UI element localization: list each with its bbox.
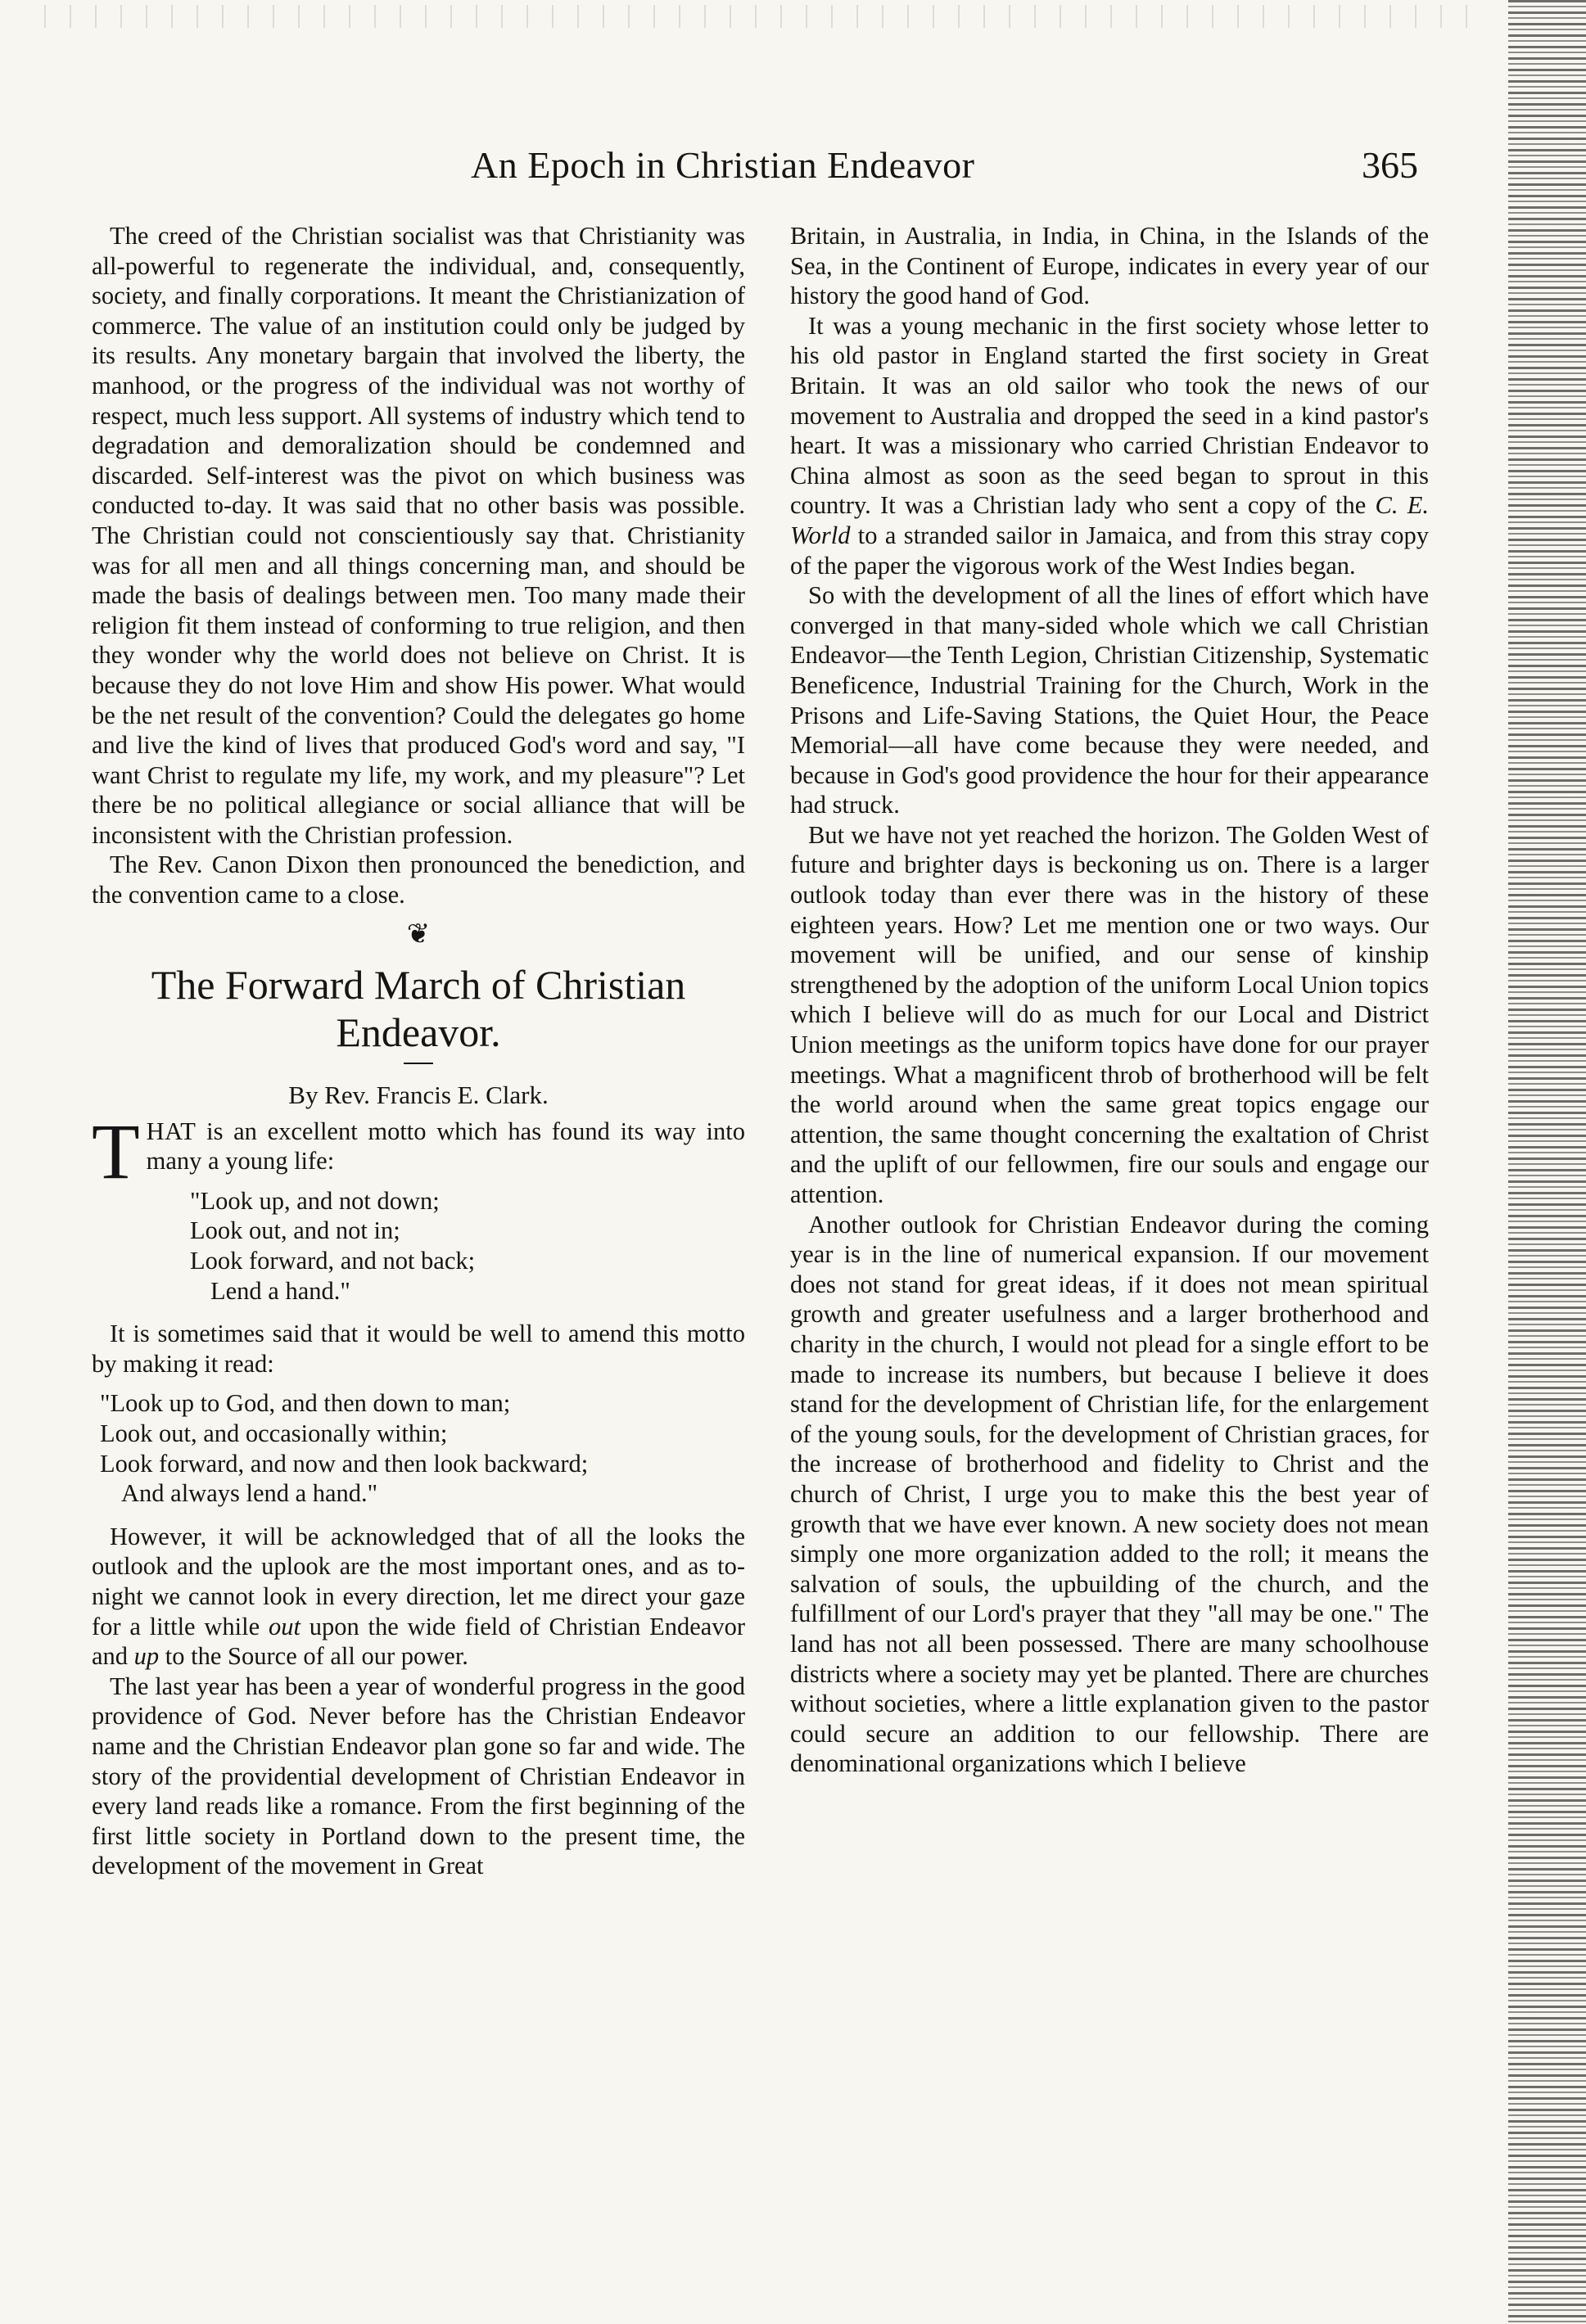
intro-caps: HAT — [146, 1117, 197, 1145]
paragraph — [92, 1522, 745, 1672]
paragraph: So with the development of all the lines of effort which have converged in that many-sided whole which we call Christian Endeavor—the Tenth Legion, Christian Citizenship, Systematic Beneficence, Industrial Training for the Church, Work in the Prisons and Life-Saving Stations, the Quiet Hour, the Peace Memorial—all have come because they were needed, and because in God's good providence the hour for their appearance had struck. — [790, 581, 1429, 819]
running-title: An Epoch in Christian Endeavor — [471, 144, 975, 186]
text-run: However, it will be acknowledged that of all the looks the outlook and the uplook are the most important ones, and as to-night we cannot look in every direction, let me direct your gaze for a little while — [92, 1522, 745, 1640]
paragraph: But we have not yet reached the horizon. The Golden West of future and brighter days is beckoning us on. There is a larger outlook today than ever there was in the history of these eighteen years. How? Let me mention one or two ways. Our movement will be unified, and our sense of kinship strengthened by the adoption of the uniform Local Union topics which I believe will do as much for our Local and District Union meetings as the uniform topics have done for our prayer meetings. What a magnificent throb of brotherhood will be felt the world around when the same great topics engage our attention, the same thought concerning the exaltation of Christ and the uplift of our fellowmen, fire our souls and engage our attention. — [790, 820, 1429, 1208]
drop-cap: T — [92, 1107, 140, 1195]
intro-paragraph — [92, 1107, 745, 1195]
left-column — [92, 221, 745, 1881]
article-title: The Forward March of Christian Endeavor. — [151, 961, 686, 1055]
poem-line: Look forward, and not back; — [190, 1247, 476, 1275]
text-run: to a stranded sailor in Jamaica, and from this stray copy of the paper the vigorous work of the West Indies began. — [790, 521, 1429, 580]
paragraph: The last year has been a year of wonderful progress in the good providence of God. Never before has the Christian Endeavor name and the Christian Endeavor plan gone so far and wide. The story of the providential development of Christian Endeavor in every land reads like a romance. From the first beginning of the first little society in Portland down to the present time, the development of the movement in Great — [92, 1672, 745, 1880]
emphasis: C. E. World — [790, 491, 1429, 549]
emphasis: up — [133, 1642, 160, 1671]
page-header — [0, 143, 1457, 209]
poem-line: "Look up, and not down; — [190, 1186, 440, 1215]
poem-line: Look out, and occasionally within; — [100, 1419, 448, 1447]
text-run: It was a young mechanic in the first society whose letter to his old pastor in England started the first society in Great Britain. It was an old sailor who took the news of our movement to Australia and dropped the seed in a kind pastor's heart. It was a missionary who carried Christian Endeavor to China almost as soon as the seed began to sprout in this country. It was a Christian lady who sent a copy of the — [790, 311, 1429, 520]
scan-noise-top — [33, 5, 1490, 28]
text-run: to the Source of all our power. — [159, 1642, 468, 1671]
page-binding-edge — [1508, 0, 1586, 2324]
paragraph: It is sometimes said that it would be well to amend this motto by making it read: — [92, 1320, 745, 1378]
page-number: 365 — [1362, 144, 1418, 186]
ornament-icon: ❦ — [406, 918, 431, 950]
poem-line: Lend a hand." — [210, 1276, 350, 1305]
paragraph — [790, 311, 1429, 580]
poem-line: Look out, and not in; — [190, 1216, 400, 1245]
paragraph: Britain, in Australia, in India, in China, in the Islands of the Sea, in the Continent of Europe, indicates in every year of our history the good hand of God. — [790, 222, 1429, 310]
paragraph: The Rev. Canon Dixon then pronounced the benediction, and the convention came to a close. — [92, 851, 745, 909]
motto-poem — [92, 1186, 745, 1306]
byline: By Rev. Francis E. Clark. — [288, 1080, 549, 1109]
poem-line: And always lend a hand." — [121, 1479, 378, 1508]
intro-text: is an excellent motto which has found its way into many a young life: — [146, 1117, 745, 1176]
title-divider — [404, 1063, 433, 1064]
paragraph: Another outlook for Christian Endeavor during the coming year is in the line of numerical expansion. If our movement does not stand for great ideas, if it does not mean spiritual growth and greater usefulness and a larger brotherhood and charity in the church, I would not plead for a single effort to be made to increase its numbers, but because I believe it does stand for the development of Christian life, for the enlargement of the young souls, for the development of Christian graces, for the increase of brotherhood and fidelity to Christ and the church of Christ, I urge you to make this the best year of growth that we have ever known. A new society does not mean simply one more organization added to the roll; it means the salvation of souls, the upbuilding of the church, and the fulfillment of our Lord's prayer that they "all may be one." The land has not all been possessed. There are many schoolhouse districts where a society may yet be planted. There are churches without societies, where a little explanation given to the pastor could secure an addition to our fellowship. There are denominational organizations which I believe — [790, 1210, 1429, 1778]
right-column — [790, 221, 1429, 1779]
poem-line: Look forward, and now and then look backward; — [100, 1449, 589, 1478]
amended-motto-poem — [92, 1388, 745, 1508]
emphasis: out — [268, 1612, 300, 1640]
poem-line: "Look up to God, and then down to man; — [100, 1389, 511, 1418]
paragraph: The creed of the Christian socialist was that Christianity was all-powerful to regenerate the individual, and, consequently, society, and finally corporations. It meant the Christianization of commerce. The value of an institution could only be judged by its results. Any monetary bargain that involved the liberty, the manhood, or the progress of the individual was not worthy of respect, much less support. All systems of industry which tend to degradation and demoralization should be condemned and discarded. Self-interest was the pivot on which business was conducted to-day. It was said that no other basis was possible. The Christian could not conscientiously say that. Christianity was for all men and all things concerning man, and should be made the basis of dealings between men. Too many made their religion fit them instead of conforming to true religion, and then they wonder why the world does not believe on Christ. It is because they do not love Him and show His power. What would be the net result of the convention? Could the delegates go home and live the kind of lives that produced God's word and say, "I want Christ to regulate my life, my work, and my pleasure"? Let there be no political allegiance or social alliance that will be inconsistent with the Christian profession. — [92, 222, 745, 849]
text-run: upon the wide field of Christian Endeavor and — [92, 1612, 745, 1671]
